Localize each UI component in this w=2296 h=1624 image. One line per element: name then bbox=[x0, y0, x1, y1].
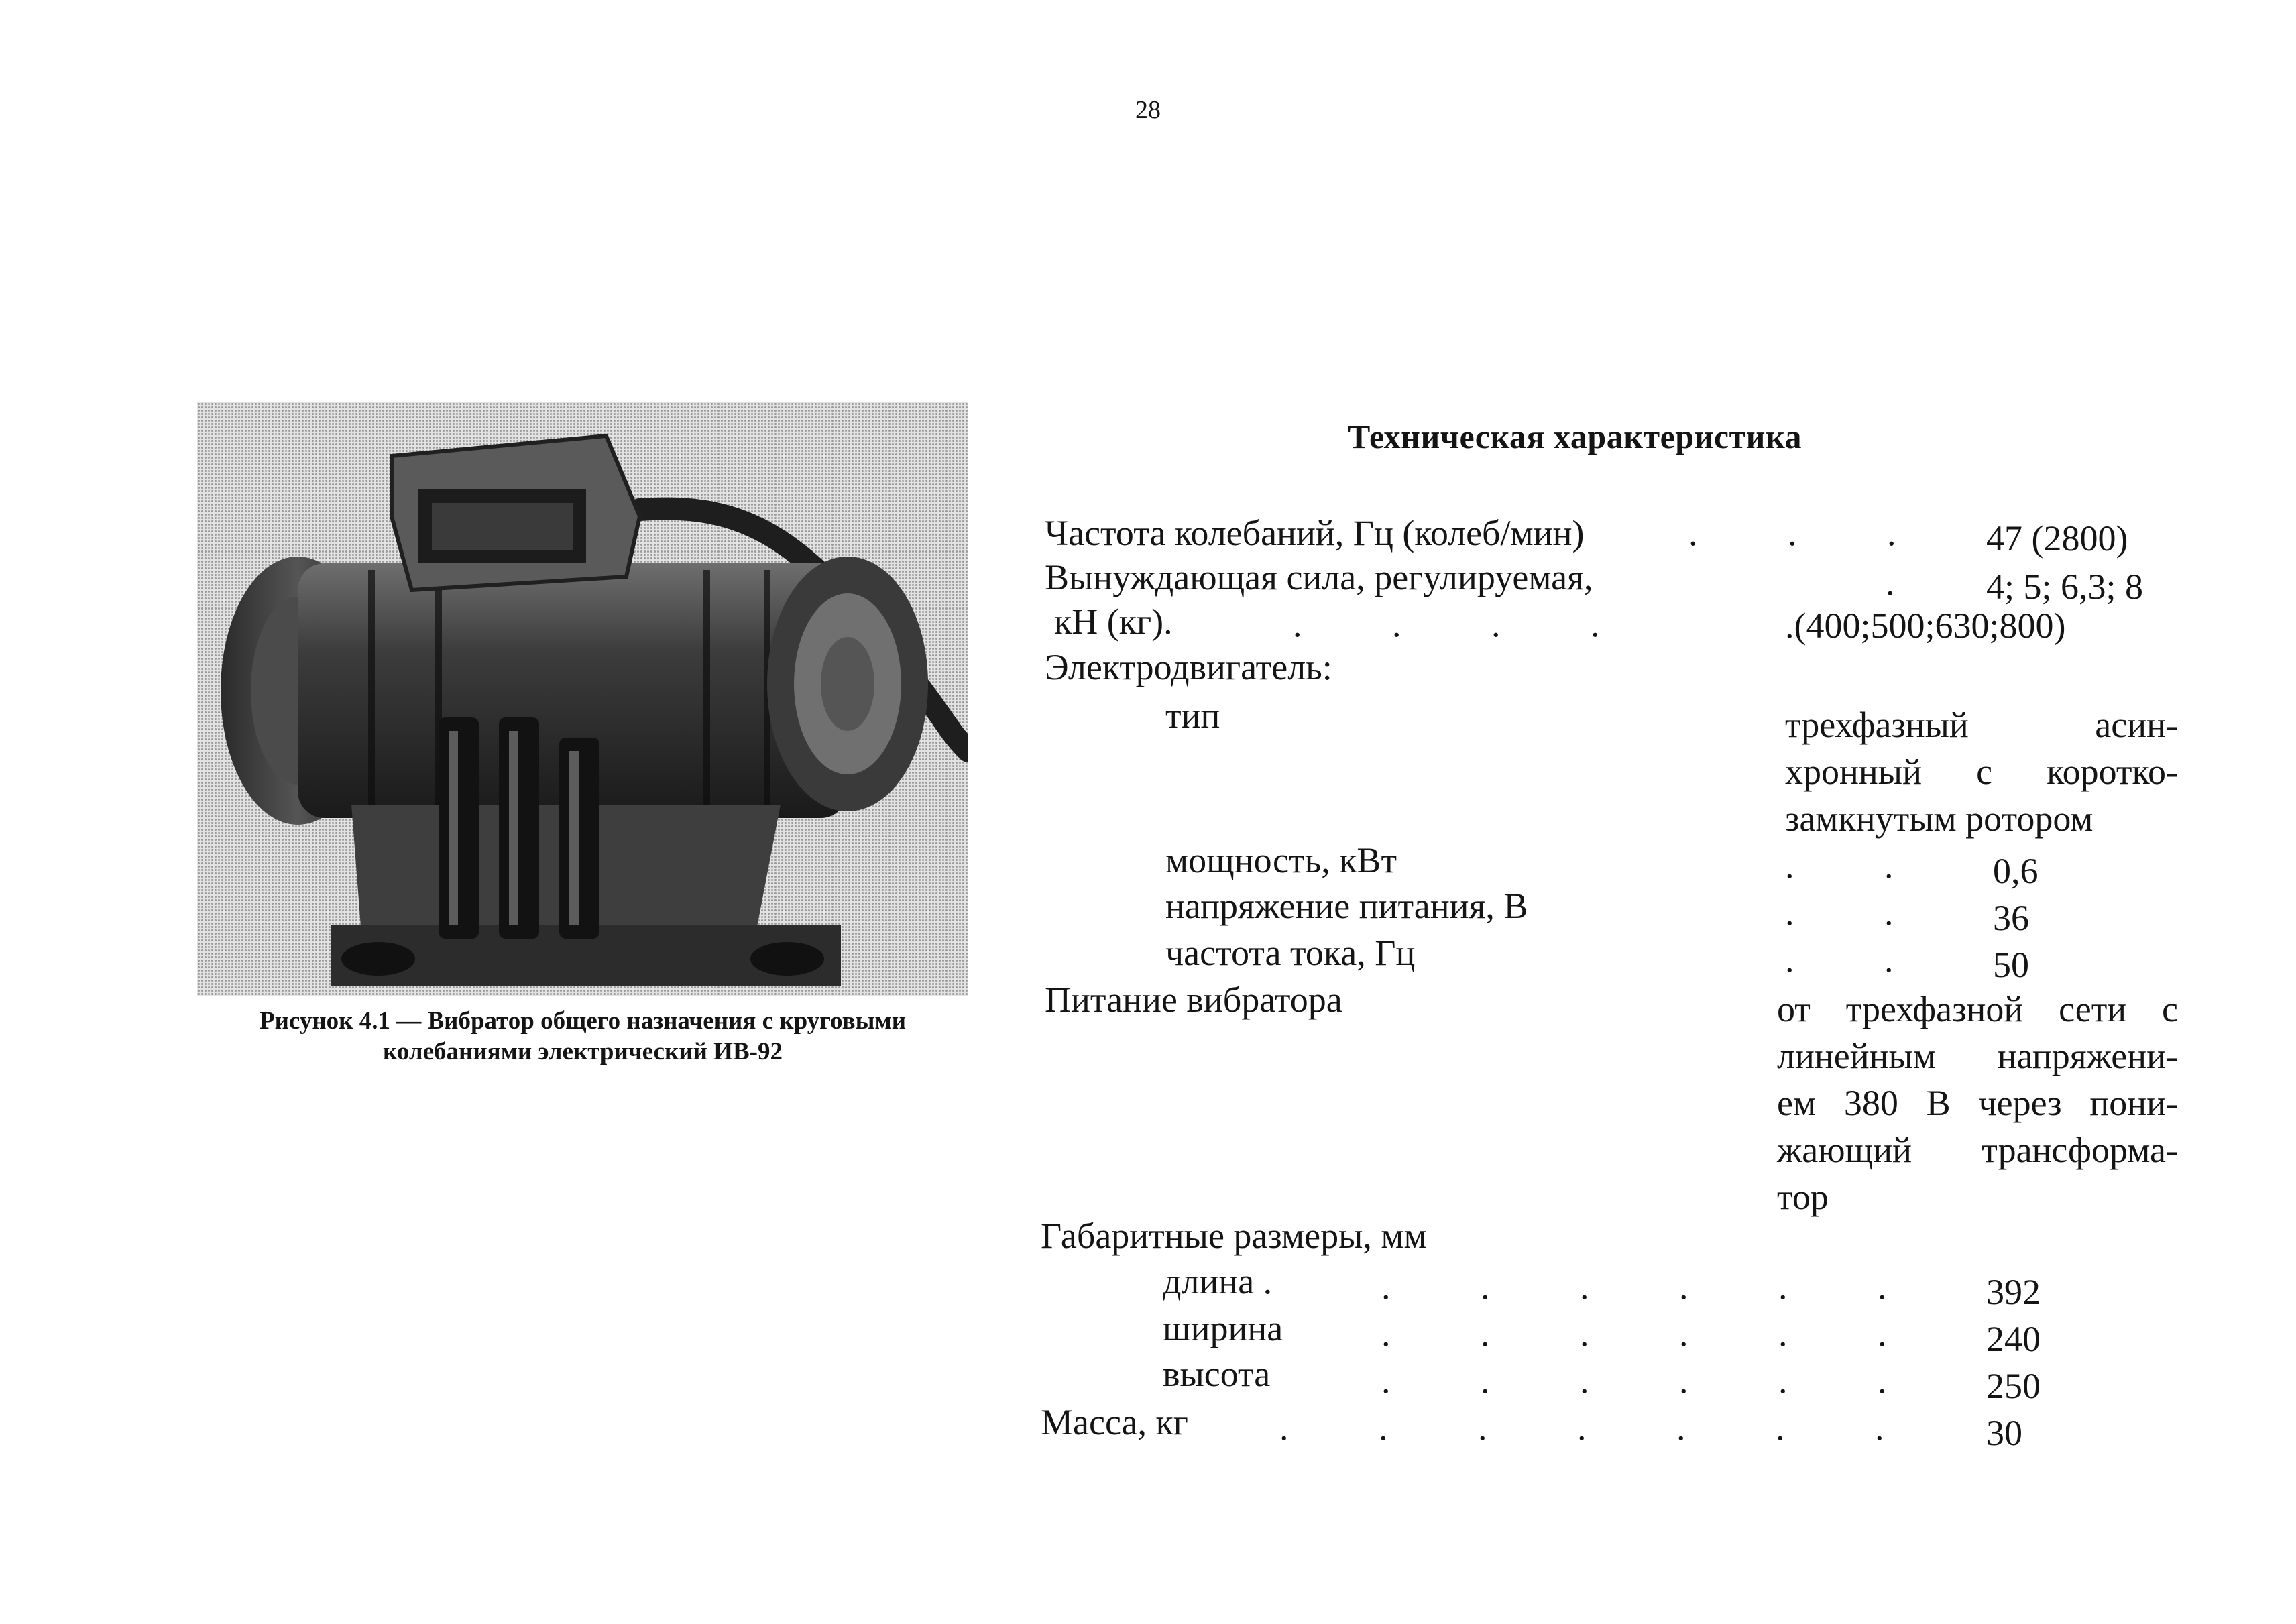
spec-title: Техническая характеристика bbox=[1348, 418, 1802, 455]
page-number: 28 bbox=[1135, 96, 1161, 124]
length-value: 392 bbox=[1986, 1272, 2041, 1312]
figure-caption-line-1: Рисунок 4.1 — Вибратор общего назначения с круговыми bbox=[259, 1007, 907, 1035]
frequency-value: 47 (2800) bbox=[1986, 518, 2128, 559]
force-value-line-2: .(400;500;630;800) bbox=[1785, 605, 2066, 646]
leader-dots: . . . . . . bbox=[1381, 1267, 1887, 1307]
figure-caption bbox=[197, 1006, 968, 1067]
supply-value bbox=[1777, 986, 2178, 1220]
leader-dots: . . . . . . . bbox=[1279, 1407, 1884, 1448]
mass-label: Масса, кг bbox=[1041, 1402, 1188, 1442]
leader-dots: . . bbox=[1785, 892, 1894, 933]
force-value-line-1: 4; 5; 6,3; 8 bbox=[1986, 567, 2144, 607]
leader-dots: . . . . bbox=[1293, 604, 1600, 644]
motor-type-value-line: хронный с коротко- bbox=[1785, 752, 2178, 792]
supply-value-line: от трехфазной сети с bbox=[1777, 989, 2178, 1029]
voltage-label: напряжение питания, В bbox=[1165, 886, 1528, 926]
height-value: 250 bbox=[1986, 1366, 2041, 1406]
frequency-label: Частота колебаний, Гц (колеб/мин) bbox=[1045, 513, 1585, 553]
mass-value: 30 bbox=[1986, 1413, 2022, 1453]
power-value: 0,6 bbox=[1993, 851, 2039, 891]
leader-dots: . . . . . . bbox=[1381, 1314, 1887, 1354]
figure-caption-line-2: колебаниями электрический ИВ-92 bbox=[383, 1038, 783, 1065]
motor-label: Электродвигатель: bbox=[1045, 647, 1332, 687]
motor-type-value bbox=[1785, 701, 2178, 842]
width-value: 240 bbox=[1986, 1319, 2041, 1359]
leader-dots: . bbox=[1886, 563, 1895, 603]
motor-type-label: тип bbox=[1165, 695, 1220, 736]
length-label: длина . bbox=[1163, 1261, 1273, 1301]
dimensions-label: Габаритные размеры, мм bbox=[1041, 1216, 1427, 1256]
supply-value-line: ем 380 В через пони- bbox=[1777, 1083, 2178, 1123]
height-label: высота bbox=[1163, 1354, 1271, 1394]
width-label: ширина bbox=[1163, 1308, 1283, 1348]
supply-label: Питание вибратора bbox=[1045, 980, 1342, 1020]
vibrator-photo bbox=[197, 402, 968, 996]
supply-value-line: линейным напряжени- bbox=[1777, 1036, 2178, 1076]
leader-dots: . . bbox=[1785, 846, 1894, 886]
current-freq-label: частота тока, Гц bbox=[1165, 933, 1416, 973]
force-label-line-2: кН (кг). bbox=[1054, 601, 1173, 642]
voltage-value: 36 bbox=[1993, 898, 2029, 938]
motor-type-value-line: трехфазный асин- bbox=[1785, 705, 2178, 745]
leader-dots: . . . bbox=[1688, 513, 1896, 553]
supply-value-line: тор bbox=[1777, 1177, 1829, 1217]
current-freq-value: 50 bbox=[1993, 945, 2029, 985]
force-label-line-1: Вынуждающая сила, регулируемая, bbox=[1045, 557, 1593, 597]
power-label: мощность, кВт bbox=[1165, 840, 1397, 880]
leader-dots: . . bbox=[1785, 939, 1894, 980]
leader-dots: . . . . . . bbox=[1381, 1360, 1887, 1401]
supply-value-line: жающий трансформа- bbox=[1777, 1130, 2178, 1170]
motor-type-value-line: замкнутым ротором bbox=[1785, 799, 2093, 839]
